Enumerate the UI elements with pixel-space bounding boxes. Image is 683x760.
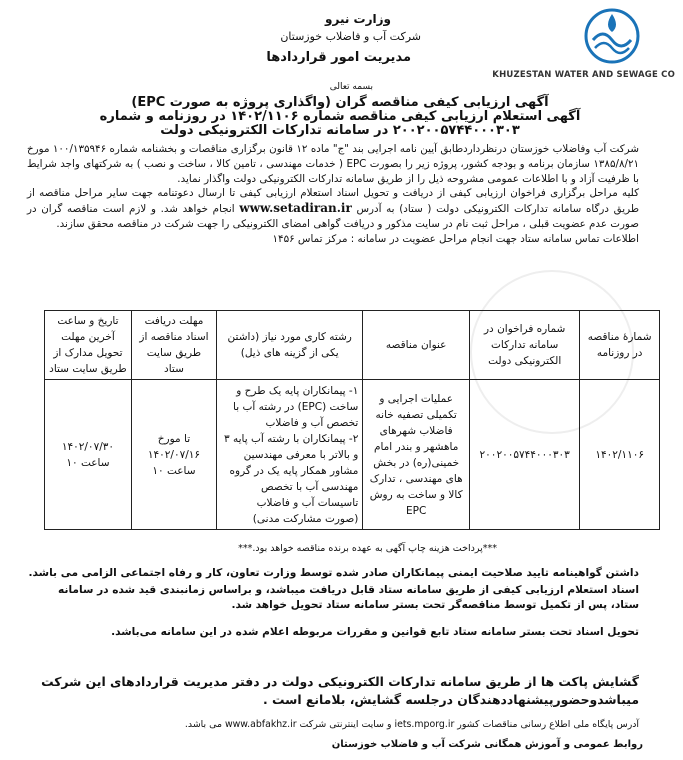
company-name: شرکت آب و فاضلاب خوزستان — [280, 30, 421, 43]
header — [0, 0, 683, 92]
col-header-setad-number: شماره فراخوان در سامانه تدارکات الکترونیکی دولت — [470, 311, 580, 380]
col-header-docs-deadline: مهلت دریافت اسناد مناقصه از طریق سایت ستاد — [131, 311, 216, 380]
footer-address: آدرس پایگاه ملی اطلاع رسانی مناقصات کشور iets.mporg.ir و سایت اینترنتی شرکت www.abfakhz.ir می باشد. — [184, 719, 639, 730]
body-paragraph-2b: انجام خواهد شد. و لازم است مناقصه گران در صورت عدم عضویت قبلی ، مراحل ثبت نام در سایت مذکور و دریافت گواهی امضای الکترونیکی را جهت شرکت در مناقصه محقق سازند. — [27, 203, 639, 230]
table-header-row — [45, 311, 660, 380]
payment-note: ***پرداخت هزینه چاپ آگهی به عهده برنده مناقصه خواهد بود.*** — [238, 543, 497, 554]
notice-title-line1: آگهی ارزیابی کیفی مناقصه گران (واگذاری پروژه به صورت EPC) — [131, 95, 549, 110]
cell-newspaper-number: ۱۴۰۲/۱۱۰۶ — [580, 380, 660, 530]
field-option-1: ۱- پیمانکاران پایه یک طرح و ساخت (EPC) در رشته آب با تخصص آب و فاضلاب — [233, 384, 359, 429]
opening-note-line1: گشایش پاکت ها از طریق سامانه تدارکات الکترونیکی دولت در دفتر مدیریت قراردادهای این شرکت — [41, 674, 639, 689]
basmala: بسمه تعالی — [329, 82, 373, 92]
opening-note-line2: میباشدوحضورپیشنهاددهندگان درجلسه گشایش، بلامانع است . — [263, 692, 639, 707]
department-name: مدیریت امور قراردادها — [266, 50, 411, 65]
cell-submit-deadline — [45, 380, 132, 530]
docs-delivery-note: تحویل اسناد تحت بستر سامانه ستاد تابع قوانین و مقررات مربوطه اعلام شده در این سامانه می‌باشد. — [111, 626, 639, 638]
table-row — [45, 380, 660, 530]
cell-field — [217, 380, 363, 530]
cell-setad-number: ۲۰۰۲۰۰۵۷۴۴۰۰۰۳۰۳ — [470, 380, 580, 530]
body-paragraph-3: اطلاعات تماس سامانه ستاد جهت انجام مراحل عضویت در سامانه : مرکز تماس ۱۴۵۶ — [272, 232, 639, 245]
col-header-submit-deadline: تاریخ و ساعت آخرین مهلت تحویل مدارک از طریق سایت ستاد — [45, 311, 132, 380]
docs-deadline-prefix: تا مورخ — [157, 432, 191, 445]
notice-title-line3: ۲۰۰۲۰۰۵۷۴۴۰۰۰۳۰۳ در سامانه تدارکات الکترونیکی دولت — [160, 123, 520, 138]
docs-receipt-note: اسناد استعلام ارزیابی کیفی از طریق سامانه ستاد قابل دریافت میباشد، و براساس زمانبندی قید شده در سامانه ستاد، پس از تکمیل توسط مناقصه‌گر تحت بستر سامانه ستاد تحویل خواهد شد. — [58, 584, 639, 611]
body-paragraph-2a: کلیه مراحل برگزاری فراخوان ارزیابی کیفی از دریافت و تحویل اسناد استعلام ارزیابی کیفی تا ارسال دعوتنامه جهت سایر مراحل مناقصه از طریق درگاه سامانه تدارکات الکترونیکی دولت ( ستاد) به آدرس — [27, 187, 640, 216]
setad-website-link[interactable]: www.setadiran.ir — [239, 201, 352, 216]
company-name-en: KHUZESTAN WATER AND SEWAGE CO — [492, 70, 675, 80]
cell-docs-deadline — [131, 380, 216, 530]
docs-deadline-time: ساعت ۱۰ — [152, 464, 196, 477]
ministry-name: وزارت نیرو — [325, 12, 391, 26]
tender-table — [44, 310, 660, 530]
footer-signature: روابط عمومی و آموزش همگانی شرکت آب و فاضلاب خوزستان — [331, 739, 643, 750]
cell-subject: عملیات اجرایی و تکمیلی تصفیه خانه فاضلاب شهرهای ماهشهر و بندر امام خمینی(ره) در بخش های مهندسی ، تدارک کالا و ساخت به روش EPC — [363, 380, 470, 530]
company-logo-icon — [571, 6, 653, 70]
submit-deadline-date: ۱۴۰۲/۰۷/۳۰ — [61, 440, 115, 453]
docs-deadline-date: ۱۴۰۲/۰۷/۱۶ — [147, 448, 201, 461]
col-header-subject: عنوان مناقصه — [363, 311, 470, 380]
notice-title-line2: آگهی استعلام ارزیابی کیفی مناقصه شماره ۱۴۰۲/۱۱۰۶ در روزنامه و شماره — [99, 109, 581, 124]
submit-deadline-time: ساعت ۱۰ — [66, 456, 110, 469]
notice-body — [27, 142, 639, 247]
col-header-newspaper-number: شمارهٔ مناقصه در روزنامه — [580, 311, 660, 380]
field-option-2: ۲- پیمانکاران با رشته آب پایه ۳ و بالاتر با معرفی مهندسین مشاور همکار پایه یک در گروه مهندسی آب با تخصص تاسیسات آب و فاضلاب (صورت مشارکت مدنی) — [224, 432, 359, 525]
safety-requirement: داشتن گواهینامه تایید صلاحیت ایمنی پیمانکاران صادر شده توسط وزارت تعاون، کار و رفاه اجتماعی الزامی می باشد. — [28, 567, 639, 579]
body-paragraph-1: شرکت آب وفاضلاب خوزستان درنظرداردطابق آیین نامه اجرایی بند "ج" ماده ۱۲ قانون برگزاری مناقصات و بخشنامه شماره ۱۰۰/۱۳۵۹۴۶ مورخ ۱۳۸۵/۸/۲۱ سازمان برنامه و بودجه کشور، پروژه زیر را بصورت EPC ( خدمات مهندسی ، تامین کالا ، ساخت و نصب ) به شرکتهای واجد شرایط با ظرفیت آزاد و با اطلاعات عمومی مشروحه ذیل را از طریق سامانه تدارکات الکترونیکی دولت واگذار نماید. — [27, 143, 640, 185]
col-header-field: رشته کاری مورد نیاز (داشتن یکی از گزینه های ذیل) — [217, 311, 363, 380]
